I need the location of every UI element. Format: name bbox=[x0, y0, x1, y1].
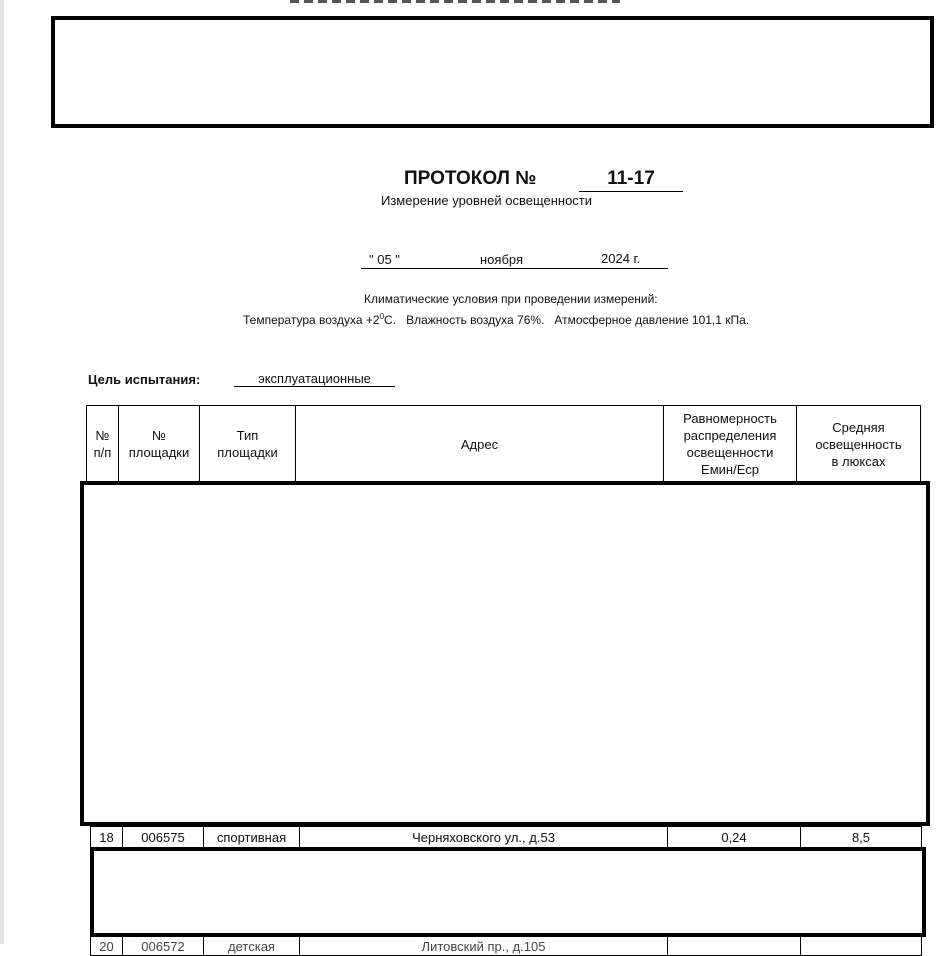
date-line bbox=[361, 250, 668, 269]
cut-row-num: 20 bbox=[91, 937, 123, 956]
cut-row-average bbox=[801, 937, 922, 956]
row-type: спортивная bbox=[204, 827, 300, 848]
climate-heading: Климатические условия при проведении измерений: bbox=[364, 292, 658, 306]
row-average: 8,5 bbox=[801, 827, 922, 848]
date-year: 2024 г. bbox=[601, 251, 641, 266]
cut-row-uniformity bbox=[668, 937, 801, 956]
protocol-title: ПРОТОКОЛ № bbox=[404, 168, 537, 189]
table-row bbox=[91, 937, 922, 956]
protocol-number: 11-17 bbox=[579, 168, 683, 192]
cut-row-type: детская bbox=[204, 937, 300, 956]
header-num: № п/п bbox=[87, 406, 119, 483]
climate-conditions bbox=[243, 312, 749, 327]
header-type: Тип площадки bbox=[200, 406, 296, 483]
redaction-block-bottom bbox=[90, 847, 926, 937]
date-month: ноября bbox=[480, 252, 524, 267]
date-day: " 05 " bbox=[369, 252, 400, 267]
header-uniformity: Равномерность распределения освещенности Емин/Еср bbox=[664, 406, 797, 483]
results-table-header bbox=[86, 405, 921, 483]
protocol-subtitle: Измерение уровней освещенности bbox=[381, 193, 593, 208]
cut-off-header-text bbox=[290, 0, 620, 3]
results-table-row-18 bbox=[90, 826, 922, 848]
pressure: Атмосферное давление 101,1 кПа. bbox=[554, 313, 750, 327]
results-table-row-cut bbox=[90, 936, 922, 956]
page-edge bbox=[0, 0, 4, 944]
purpose-value: эксплуатационные bbox=[234, 371, 395, 387]
header-address: Адрес bbox=[296, 406, 664, 483]
temperature-degree: 0 bbox=[379, 312, 385, 321]
row-address: Черняховского ул., д.53 bbox=[300, 827, 668, 848]
header-site: № площадки bbox=[119, 406, 200, 483]
cut-row-address: Литовский пр., д.105 bbox=[300, 937, 668, 956]
row-num: 18 bbox=[91, 827, 123, 848]
humidity: Влажность воздуха 76%. bbox=[406, 313, 545, 327]
row-site: 006575 bbox=[123, 827, 204, 848]
row-uniformity: 0,24 bbox=[668, 827, 801, 848]
header-average: Средняя освещенность в люксах bbox=[797, 406, 921, 483]
temperature-unit: С. bbox=[384, 313, 397, 327]
redaction-block-top bbox=[51, 16, 934, 128]
table-row bbox=[91, 827, 922, 848]
temperature-label: Температура воздуха +2 bbox=[243, 313, 380, 327]
redaction-block-table bbox=[80, 481, 930, 826]
cut-row-site: 006572 bbox=[123, 937, 204, 956]
purpose-label: Цель испытания: bbox=[88, 372, 201, 387]
